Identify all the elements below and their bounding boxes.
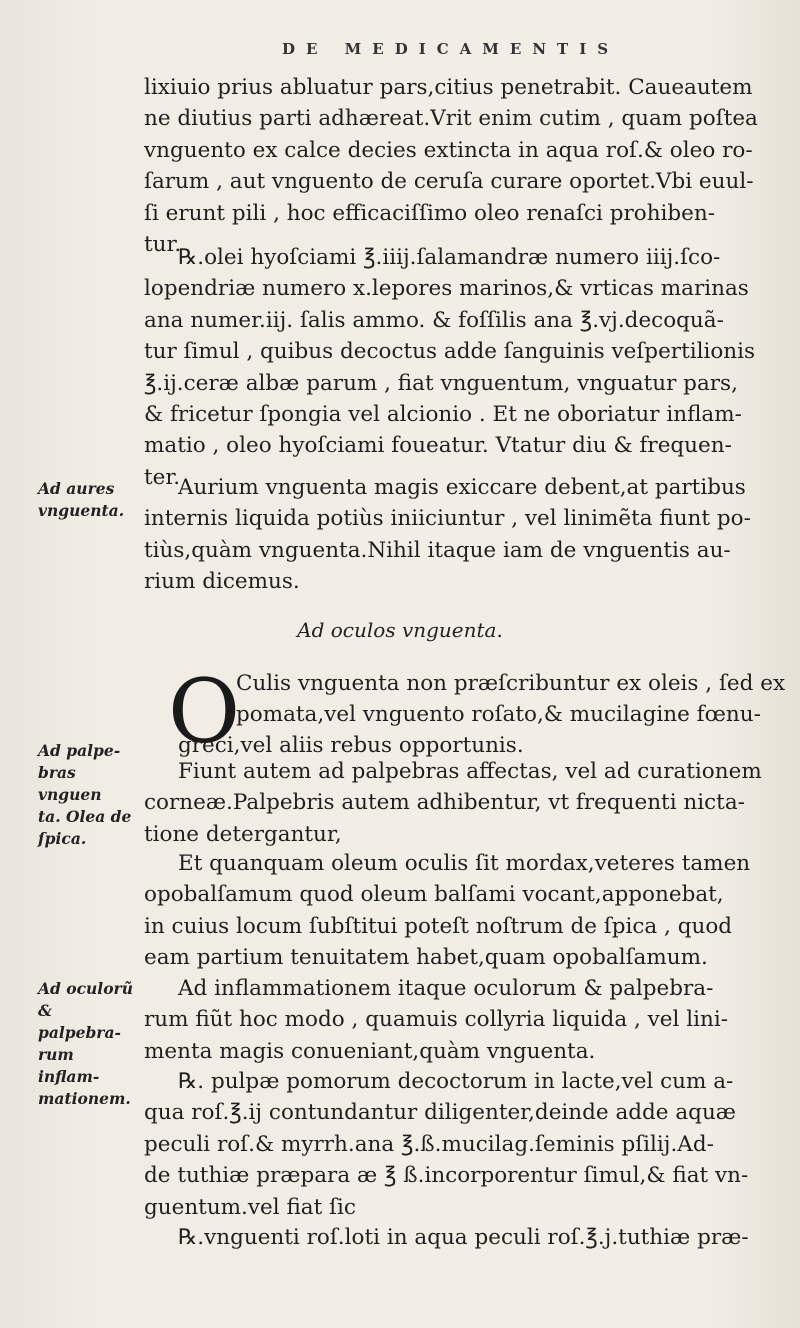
text-line: qua roſ.℥.ij contundantur diligenter,deinde adde aquæ	[144, 1100, 737, 1126]
text-line: de tuthiæ præpara æ ℥ ß.incorporentur ſimul,& fiat vn-	[144, 1163, 749, 1189]
paragraph-inflammatio	[144, 973, 784, 1067]
text-line: corneæ.Palpebris autem adhibentur, vt frequenti nicta-	[144, 790, 745, 816]
marginal-line: bras vnguen	[38, 763, 102, 804]
text-line: eam partium tenuitatem habet,quam opobalſamum.	[144, 945, 708, 971]
text-line: Et quanquam oleum oculis ſit mordax,veteres tamen	[178, 851, 751, 876]
text-line: ne diutius parti adhæreat.Vrit enim cutim , quam poſtea	[144, 106, 758, 132]
text-line: & fricetur ſpongia vel alcionio . Et ne oboriatur inflam-	[144, 402, 742, 428]
text-line: greci,vel aliis rebus opportunis.	[178, 733, 524, 758]
paragraph-palpebras	[144, 756, 784, 850]
marginal-line: ta. Olea de	[38, 807, 132, 826]
text-line: tur ſimul , quibus decoctus adde ſanguinis veſpertilionis	[144, 339, 756, 365]
text-line: rium dicemus.	[144, 569, 300, 595]
recipe-block-2	[144, 1066, 784, 1223]
paragraph-opobalsamum	[144, 848, 784, 974]
marginal-line: vnguenta.	[38, 501, 125, 520]
text-line: ſi erunt pili , hoc efficaciſſimo oleo renaſci prohiben-	[144, 200, 716, 226]
marginal-line: mationem.	[38, 1089, 131, 1108]
text-line: lopendriæ numero x.lepores marinos,& vrticas marinas	[144, 276, 749, 302]
text-line: ana numer.iij. ſalis ammo. & foſſilis ana ℥.vj.decoquã-	[144, 307, 724, 333]
text-line: ℞.olei hyoſciami ℥.iiij.ſalamandræ numero iiij.ſco-	[178, 245, 721, 270]
marginal-note-palpebras	[38, 740, 138, 850]
recipe-block-1	[144, 242, 784, 493]
text-line: matio , oleo hyoſciami foueatur. Vtatur diu & frequen-	[144, 433, 732, 459]
text-line: guentum.vel fiat ſic	[144, 1194, 356, 1220]
text-line: peculi roſ.& myrrh.ana ℥.ß.mucilag.ſeminis pſilij.Ad-	[144, 1131, 714, 1157]
text-line: ſarum , aut vnguento de ceruſa curare oportet.Vbi euul-	[144, 169, 754, 195]
text-line: ℥.ij.ceræ albæ parum , fiat vnguentum, vnguatur pars,	[144, 370, 738, 396]
marginal-line: Ad aures	[38, 479, 115, 498]
marginal-line: rum inflam-	[38, 1045, 100, 1086]
text-line: Aurium vnguenta magis exiccare debent,at partibus	[178, 475, 746, 500]
text-line: vnguento ex calce decies extincta in aqua roſ.& oleo ro-	[144, 137, 753, 163]
text-line: lixiuio prius abluatur pars,citius penetrabit. Caueautem	[144, 75, 753, 100]
text-line: Culis vnguenta non præſcribuntur ex oleis , ſed ex	[236, 671, 786, 696]
marginal-line: Ad palpe-	[38, 741, 121, 760]
text-line: tur.	[144, 232, 182, 258]
marginal-note-inflammationem	[38, 978, 138, 1110]
text-line: pomata,vel vnguento roſato,& mucilagine fœnu-	[236, 702, 761, 728]
running-head: DE MEDICAMENTIS	[282, 40, 620, 58]
drop-cap: O	[168, 660, 241, 763]
marginal-line: Ad oculorũ	[38, 979, 133, 998]
text-line: ter.	[144, 464, 181, 490]
recipe-block-3	[144, 1222, 784, 1253]
text-line: opobalſamum quod oleum balſami vocant,apponebat,	[144, 882, 724, 908]
text-line: menta magis conueniant,quàm vnguenta.	[144, 1038, 596, 1064]
paragraph-oculos-first-lines	[236, 668, 796, 731]
paragraph-block-1	[144, 72, 784, 260]
text-line: Ad inflammationem itaque oculorum & palpebra-	[178, 976, 714, 1001]
text-line: internis liquida potiùs iniiciuntur , vel linimẽta fiunt po-	[144, 506, 751, 532]
text-line: tione detergantur,	[144, 821, 342, 847]
text-line: tiùs,quàm vnguenta.Nihil itaque iam de vnguentis au-	[144, 537, 731, 563]
text-line: rum fiũt hoc modo , quamuis collyria liquida , vel lini-	[144, 1007, 728, 1033]
marginal-line: ſpica.	[38, 829, 87, 848]
text-line: ℞. pulpæ pomorum decoctorum in lacte,vel cum a-	[178, 1069, 734, 1094]
section-heading-oculos: Ad oculos vnguenta.	[297, 618, 503, 642]
paragraph-aurium	[144, 472, 784, 598]
text-line: in cuius locum ſubſtitui poteſt noſtrum de ſpica , quod	[144, 913, 733, 939]
text-line: Fiunt autem ad palpebras affectas, vel ad curationem	[178, 759, 762, 784]
marginal-line: & palpebra-	[38, 1001, 121, 1042]
marginal-note-aures	[38, 478, 138, 522]
text-line: ℞.vnguenti roſ.loti in aqua peculi roſ.℥.j.tuthiæ præ-	[178, 1225, 749, 1250]
